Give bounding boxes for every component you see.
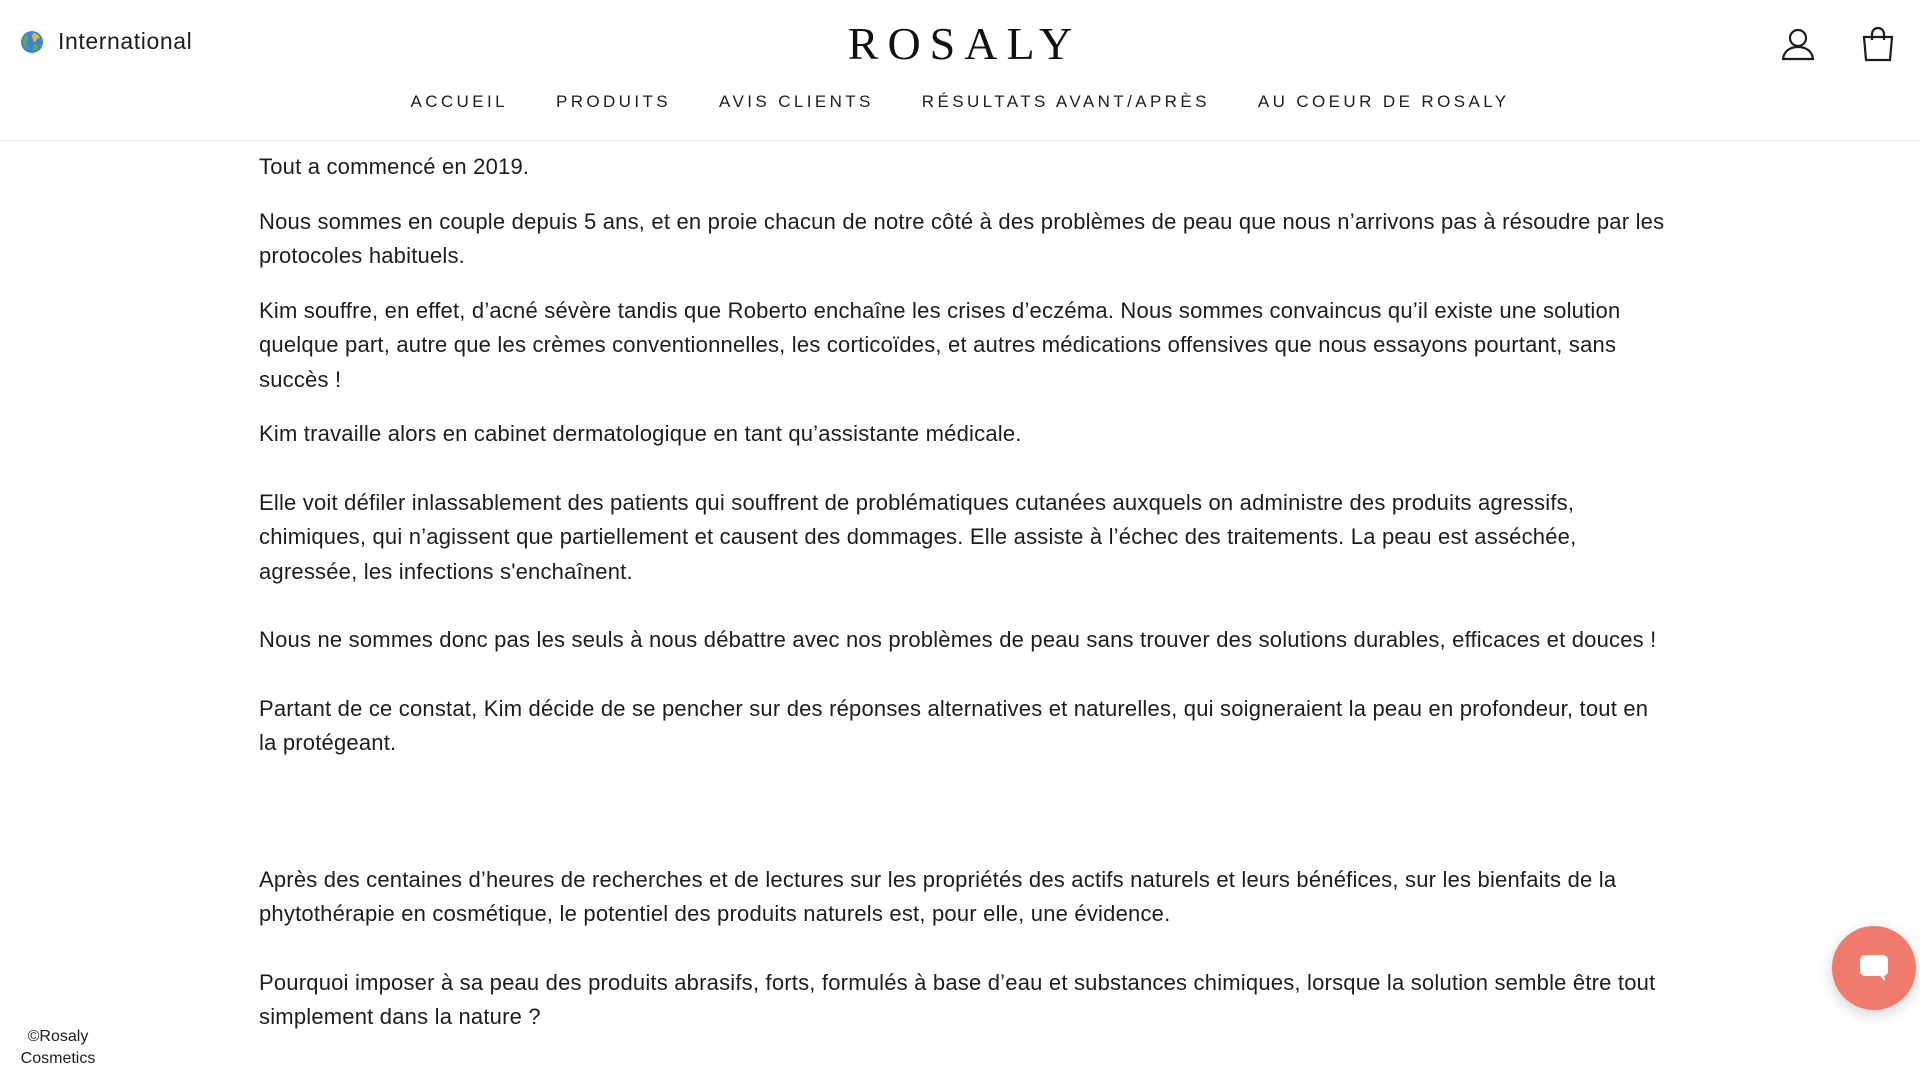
logo-wrapper (0, 17, 1920, 70)
chat-bubble-icon (1859, 954, 1889, 982)
main-navigation (0, 92, 1920, 112)
paragraph: Kim souffre, en effet, d’acné sévère tandis que Roberto enchaîne les crises d’eczéma. Nous sommes convaincus qu’il existe une solution quelque part, autre que les crèmes conventionnelles, les corticoïdes, et autres médications offensives que nous essayons pourtant, sans succès ! (259, 297, 1621, 392)
copyright-notice (12, 1026, 104, 1070)
copyright-line: Cosmetics (20, 1050, 96, 1067)
story-content (259, 150, 1669, 1055)
paragraph: Elle voit défiler inlassablement des patients qui souffrent de problématiques cutanées auxquels on administre des produits agressifs, chimiques, qui n’agissent que partiellement et causent des dommages. Elle assiste à l’échec des traitements. La peau est asséchée, agressée, les infections s'enchaînent. (259, 489, 1577, 584)
nav-item-avis-clients[interactable]: AVIS CLIENTS (719, 92, 874, 111)
locale-label: International (58, 28, 193, 54)
paragraph: Tout a commencé en 2019. (259, 154, 530, 179)
header-actions (1780, 26, 1896, 62)
locale-selector[interactable] (20, 28, 192, 55)
nav-item-produits[interactable]: PRODUITS (555, 92, 671, 111)
site-header (0, 0, 1920, 141)
site-logo[interactable]: ROSALY (847, 18, 1082, 69)
nav-item-accueil[interactable]: ACCUEIL (410, 92, 508, 111)
paragraph: Kim travaille alors en cabinet dermatologique en tant qu’assistante médicale. (259, 421, 1022, 446)
nav-item-au-coeur[interactable]: AU COEUR DE ROSALY (1257, 92, 1510, 111)
paragraph: Nous ne sommes donc pas les seuls à nous débattre avec nos problèmes de peau sans trouver des solutions durables, efficaces et douces ! (259, 627, 1657, 652)
copyright-line: ©Rosaly (27, 1028, 89, 1045)
paragraph: Pourquoi imposer à sa peau des produits abrasifs, forts, formulés à base d’eau et substances chimiques, lorsque la solution semble être tout simplement dans la nature ? (259, 969, 1656, 1029)
globe-icon (20, 30, 44, 54)
shopping-bag-icon[interactable] (1860, 26, 1896, 62)
paragraph: Partant de ce constat, Kim décide de se pencher sur des réponses alternatives et naturelles, qui soigneraient la peau en profondeur, tout en la protégeant. (259, 695, 1649, 755)
nav-item-resultats[interactable]: RÉSULTATS AVANT/APRÈS (921, 92, 1210, 111)
chat-button[interactable] (1832, 926, 1916, 1010)
paragraph: Après des centaines d’heures de recherches et de lectures sur les propriétés des actifs naturels et leurs bénéfices, sur les bienfaits de la phytothérapie en cosmétique, le potentiel des produits naturels est, pour elle, une évidence. (259, 866, 1617, 926)
paragraph: Nous sommes en couple depuis 5 ans, et en proie chacun de notre côté à des problèmes de peau que nous n’arrivons pas à résoudre par les protocoles habituels. (259, 208, 1665, 268)
user-icon[interactable] (1780, 26, 1816, 62)
